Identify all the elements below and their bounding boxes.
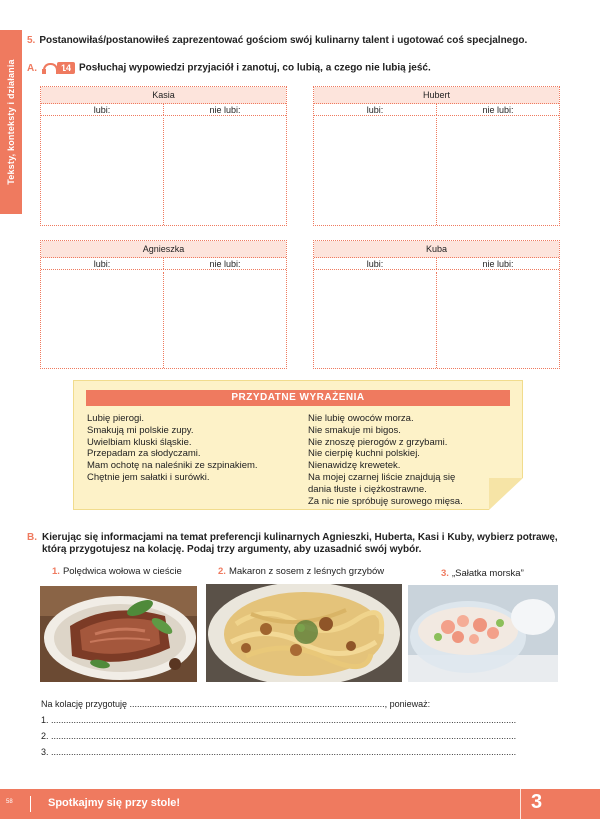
photo-mushroom-pasta (206, 584, 402, 682)
phrases-dislikes-list (308, 413, 463, 507)
task-a-letter: A. (27, 62, 37, 74)
audio-track[interactable] (42, 62, 75, 74)
phrase-item: Przepadam za słodyczami. (87, 448, 201, 460)
footer-divider-right (520, 789, 521, 819)
likes-label: lubi: (314, 258, 437, 269)
photo-beef-wellington (40, 586, 197, 682)
task-b-letter: B. (27, 532, 37, 543)
task-5-instruction (27, 35, 527, 46)
phrase-item: dania tłuste i ciężkostrawne. (308, 483, 427, 495)
phrase-item: Za nic nie spróbuję surowego mięsa. (308, 495, 463, 507)
dish-label-3: 3. „Sałatka morska” (441, 568, 524, 579)
footer-divider (30, 796, 31, 812)
dislikes-area[interactable] (437, 118, 559, 225)
task-b-instruction (27, 532, 558, 556)
task-5-text: Postanowiłaś/postanowiłeś zaprezentować gościom swój kulinarny talent i ugotować coś specjalnego. (39, 35, 528, 46)
task-a-text: Posłuchaj wypowiedzi przyjaciół i zanotuj, co lubią, a czego nie lubią jeść. (79, 62, 431, 74)
task-b-line-1: Kierując się informacjami na temat preferencji kulinarnych Agnieszki, Huberta, Kasi i Kuby, wybierz potrawę, (42, 532, 558, 543)
task-a-instruction (27, 62, 431, 74)
dislikes-label: nie lubi: (209, 105, 241, 115)
phrase-item: Mam ochotę na naleśniki ze szpinakiem. (87, 460, 258, 472)
audio-track-number: 14 (57, 62, 75, 74)
likes-area[interactable] (41, 272, 164, 368)
task-5-number: 5. (27, 35, 36, 46)
phrase-item: Nie cierpię kuchni polskiej. (308, 448, 420, 460)
phrases-likes-list (87, 413, 258, 484)
dislikes-label: nie lubi: (209, 259, 241, 269)
phrase-item: Smakują mi polskie zupy. (87, 424, 194, 436)
phrase-item: Nie lubię owoców morza. (308, 413, 414, 424)
box-name: Kasia (41, 87, 286, 104)
chapter-title: Spotkajmy się przy stole! (48, 797, 181, 809)
useful-phrases-title: PRZYDATNE WYRAŻENIA (86, 390, 510, 406)
phrase-item: Nie smakuje mi bigos. (308, 424, 401, 436)
dish-label-2: 2. Makaron z sosem z leśnych grzybów (218, 566, 385, 577)
notes-box-agnieszka (40, 240, 287, 369)
likes-label: lubi: (314, 104, 437, 115)
box-name: Kuba (314, 241, 559, 258)
notes-box-hubert (313, 86, 560, 226)
dish-label-1: 1. Polędwica wołowa w cieście (52, 566, 182, 577)
answer-line-3[interactable]: 3. .......................................................................................................................................................................................... (41, 747, 517, 757)
box-name: Hubert (314, 87, 559, 104)
phrase-item: Na mojej czarnej liście znajdują się (308, 471, 456, 483)
dislikes-label: nie lubi: (482, 105, 514, 115)
useful-phrases-box (73, 380, 523, 510)
phrase-item: Nie znoszę pierogów z grzybami. (308, 436, 448, 448)
page-number: 58 (6, 799, 13, 805)
photo-seafood-salad (408, 585, 558, 682)
headphones-icon (42, 63, 55, 74)
box-name: Agnieszka (41, 241, 286, 258)
answer-line-1[interactable]: 1. .......................................................................................................................................................................................... (41, 715, 517, 725)
likes-label: lubi: (41, 258, 164, 269)
phrase-item: Chętnie jem sałatki i surówki. (87, 471, 210, 483)
page-footer (0, 789, 600, 819)
dislikes-area[interactable] (164, 118, 286, 225)
answer-intro-line[interactable]: Na kolację przygotuję ......................................................................................................, ponieważ: (41, 699, 431, 709)
phrase-item: Lubię pierogi. (87, 413, 145, 424)
section-side-tab (0, 30, 22, 214)
dislikes-area[interactable] (437, 272, 559, 368)
task-b-line-2: którą przygotujesz na kolację. Podaj trzy argumenty, aby uzasadnić swój wybór. (42, 544, 422, 555)
likes-area[interactable] (314, 118, 437, 225)
dislikes-label: nie lubi: (482, 259, 514, 269)
notes-box-kuba (313, 240, 560, 369)
likes-area[interactable] (314, 272, 437, 368)
answer-line-2[interactable]: 2. .......................................................................................................................................................................................... (41, 731, 517, 741)
unit-number: 3 (531, 791, 543, 813)
side-tab-label: Teksty, konteksty i działania (6, 59, 16, 185)
likes-area[interactable] (41, 118, 164, 225)
likes-label: lubi: (41, 104, 164, 115)
phrase-item: Uwielbiam kluski śląskie. (87, 436, 192, 448)
page-curl-decoration (489, 478, 523, 510)
dislikes-area[interactable] (164, 272, 286, 368)
notes-box-kasia (40, 86, 287, 226)
phrase-item: Nienawidzę krewetek. (308, 460, 401, 472)
